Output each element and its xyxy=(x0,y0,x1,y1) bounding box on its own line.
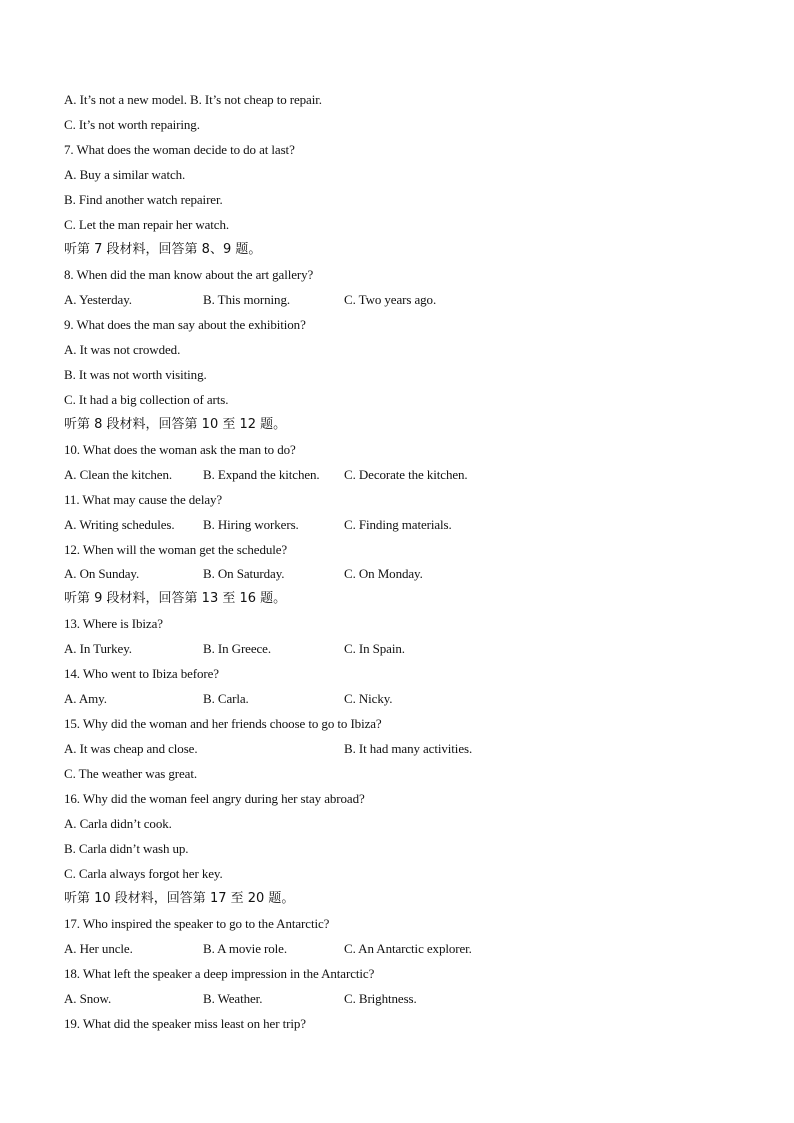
question-text: 11. What may cause the delay? xyxy=(64,491,223,507)
option-b: B. Expand the kitchen. xyxy=(203,466,320,482)
question-text: 7. What does the woman decide to do at last? xyxy=(64,141,295,157)
question-text: 10. What does the woman ask the man to do? xyxy=(64,441,296,457)
option-line: C. The weather was great. xyxy=(64,766,197,782)
question-text: 14. Who went to Ibiza before? xyxy=(64,666,219,682)
option-b: B. A movie role. xyxy=(203,941,287,956)
option-c: C. An Antarctic explorer. xyxy=(344,941,472,956)
question-text: 17. Who inspired the speaker to go to the Antarctic? xyxy=(64,916,330,931)
option-line: C. Let the man repair her watch. xyxy=(64,216,230,232)
option-line: C. It’s not worth repairing. xyxy=(64,117,200,132)
option-b: B. Weather. xyxy=(203,990,263,1006)
question-text: 12. When will the woman get the schedule? xyxy=(64,541,288,557)
option-c: C. In Spain. xyxy=(344,641,405,657)
option-a: A. Clean the kitchen. xyxy=(64,466,173,482)
option-line: B. Find another watch repairer. xyxy=(64,191,223,207)
option-c: C. Decorate the kitchen. xyxy=(344,466,468,482)
option-a: A. On Sunday. xyxy=(64,566,140,582)
section-header: 听第 9 段材料，回答第 13 至 16 题。 xyxy=(64,591,287,607)
question-text: 19. What did the speaker miss least on her trip? xyxy=(64,1015,306,1031)
section-header: 听第 8 段材料，回答第 10 至 12 题。 xyxy=(64,416,287,432)
option-b: B. On Saturday. xyxy=(203,566,285,582)
option-b: B. Carla. xyxy=(203,691,249,707)
option-line: A. Buy a similar watch. xyxy=(64,166,186,182)
option-line: C. Carla always forgot her key. xyxy=(64,866,223,882)
section-header: 听第 10 段材料，回答第 17 至 20 题。 xyxy=(64,891,295,906)
option-a: A. Yesterday. xyxy=(64,291,132,307)
option-a: A. Snow. xyxy=(64,990,112,1006)
option-line: B. Carla didn’t wash up. xyxy=(64,841,189,857)
option-a: A. Amy. xyxy=(64,691,107,707)
option-c: C. Two years ago. xyxy=(344,291,437,307)
option-a: A. Her uncle. xyxy=(64,941,133,956)
option-b: B. It had many activities. xyxy=(344,741,473,757)
option-line: A. Carla didn’t cook. xyxy=(64,816,172,832)
question-text: 13. Where is Ibiza? xyxy=(64,616,163,632)
question-text: 8. When did the man know about the art gallery? xyxy=(64,266,314,282)
question-text: 15. Why did the woman and her friends choose to go to Ibiza? xyxy=(64,716,382,732)
question-text: 16. Why did the woman feel angry during her stay abroad? xyxy=(64,791,365,807)
option-b: B. In Greece. xyxy=(203,641,271,657)
option-a: A. It was cheap and close. xyxy=(64,741,198,757)
option-c: C. Nicky. xyxy=(344,691,393,707)
option-b: B. This morning. xyxy=(203,291,291,307)
option-a: A. It’s not a new model. B. It’s not cheap to repair. xyxy=(64,92,322,107)
option-line: B. It was not worth visiting. xyxy=(64,366,207,382)
option-line: C. It had a big collection of arts. xyxy=(64,391,229,407)
option-c: C. On Monday. xyxy=(344,566,423,582)
option-b: B. Hiring workers. xyxy=(203,516,299,532)
option-c: C. Brightness. xyxy=(344,990,417,1006)
question-text: 9. What does the man say about the exhibition? xyxy=(64,316,306,332)
option-c: C. Finding materials. xyxy=(344,516,452,532)
option-line: A. It was not crowded. xyxy=(64,341,181,357)
section-header: 听第 7 段材料，回答第 8、9 题。 xyxy=(64,241,262,257)
option-a: A. Writing schedules. xyxy=(64,516,175,532)
option-a: A. In Turkey. xyxy=(64,641,132,657)
question-text: 18. What left the speaker a deep impression in the Antarctic? xyxy=(64,965,375,981)
